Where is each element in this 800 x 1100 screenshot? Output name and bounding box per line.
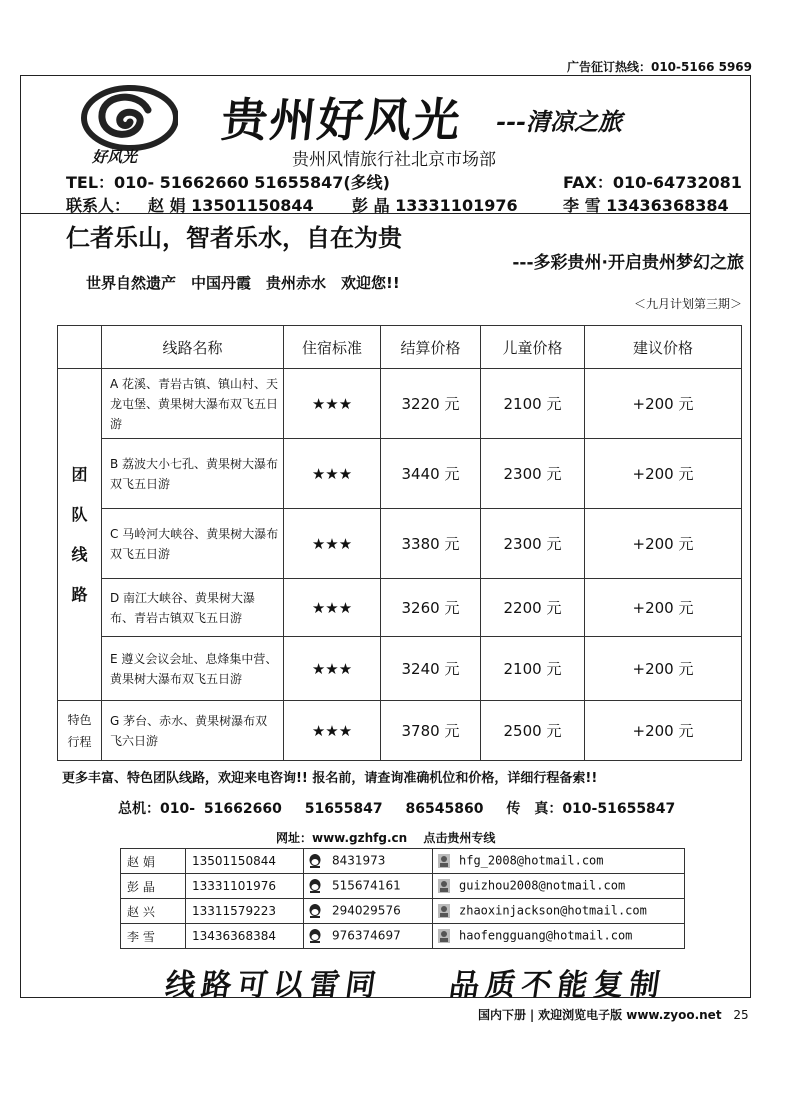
star-rating: ★★★: [284, 579, 381, 637]
star-rating: ★★★: [284, 637, 381, 701]
msn-icon: [437, 878, 451, 894]
contact-zhao: 赵 娟 13501150844: [148, 196, 314, 215]
route-name: G 茅台、赤水、黄果树瀑布双飞六日游: [102, 701, 284, 761]
motto-left: 线路可以雷同: [163, 968, 384, 1003]
route-name: B 荔波大小七孔、黄果树大瀑布双飞五日游: [102, 439, 284, 509]
qq-icon: [308, 928, 322, 944]
page-number: 25: [733, 1008, 749, 1022]
contact-row: [121, 874, 685, 899]
suggest-price: +200 元: [585, 439, 742, 509]
contact-email: hfg_2008@hotmail.com: [459, 853, 604, 868]
contact-phone: 13311579223: [186, 899, 304, 924]
contact-qq: 8431973: [332, 853, 386, 868]
contact-table: [120, 848, 685, 949]
child-price: 2100 元: [481, 637, 585, 701]
suggest-price: +200 元: [585, 701, 742, 761]
slogan-sub: ---多彩贵州·开启贵州梦幻之旅: [512, 253, 744, 273]
slogan: 仁者乐山，智者乐水，自在为贵: [66, 224, 402, 252]
contact-phone: 13331101976: [186, 874, 304, 899]
contact-qq: 294029576: [332, 903, 401, 918]
suggest-price: +200 元: [585, 637, 742, 701]
brand-title: 贵州好风光: [218, 93, 465, 147]
contact-row: [121, 924, 685, 949]
star-rating: ★★★: [284, 509, 381, 579]
contact-email: guizhou2008@notmail.com: [459, 878, 626, 893]
contact-name: 赵 兴: [121, 899, 186, 924]
contact-qq: 976374697: [332, 928, 401, 943]
table-row: [58, 637, 742, 701]
contact-label: 联系人：: [66, 196, 131, 215]
contact-name: 赵 娟: [121, 849, 186, 874]
msn-icon: [437, 928, 451, 944]
more-info: 更多丰富、特色团队线路，欢迎来电咨询!! 报名前，请查询准确机位和价格，详细行程备索!!: [62, 771, 598, 786]
route-name: D 南江大峡谷、黄果树大瀑布、青岩古镇双飞五日游: [102, 579, 284, 637]
footer-text: 欢迎浏览电子版 www.zyoo.net: [538, 1008, 722, 1022]
settle-price: 3220 元: [381, 369, 481, 439]
contact-phone: 13436368384: [186, 924, 304, 949]
contact-name: 彭 晶: [121, 874, 186, 899]
route-price-table: [57, 325, 742, 761]
table-row: [58, 439, 742, 509]
qq-icon: [308, 853, 322, 869]
settle-price: 3380 元: [381, 509, 481, 579]
col-header: 线路名称: [102, 326, 284, 369]
contact-peng: 彭 晶 13331101976: [352, 196, 518, 215]
contact-li: 李 雪 13436368384: [563, 196, 729, 215]
child-price: 2300 元: [481, 509, 585, 579]
col-header: 建议价格: [585, 326, 742, 369]
logo-text: 好风光: [92, 148, 138, 166]
table-row: [58, 369, 742, 439]
route-name: A 花溪、青岩古镇、镇山村、天龙屯堡、黄果树大瀑布双飞五日游: [102, 369, 284, 439]
website-line: 网址：www.gzhfg.cn 点击贵州专线: [276, 831, 496, 845]
qq-icon: [308, 878, 322, 894]
star-rating: ★★★: [284, 439, 381, 509]
fax-line: FAX：010-64732081: [563, 173, 742, 192]
child-price: 2100 元: [481, 369, 585, 439]
company-name: 贵州风情旅行社北京市场部: [292, 150, 496, 170]
star-rating: ★★★: [284, 701, 381, 761]
contact-qq: 515674161: [332, 878, 401, 893]
msn-icon: [437, 903, 451, 919]
qq-icon: [308, 903, 322, 919]
route-name: C 马岭河大峡谷、黄果树大瀑布双飞五日游: [102, 509, 284, 579]
settle-price: 3780 元: [381, 701, 481, 761]
intro-line: 世界自然遗产 中国丹霞 贵州赤水 欢迎您!!: [86, 274, 400, 292]
route-name: E 遵义会议会址、息烽集中营、黄果树大瀑布双飞五日游: [102, 637, 284, 701]
footer-separator: |: [529, 1008, 535, 1022]
child-price: 2500 元: [481, 701, 585, 761]
contact-name: 李 雪: [121, 924, 186, 949]
brand-subtitle: ---清凉之旅: [496, 107, 622, 136]
contact-phone: 13501150844: [186, 849, 304, 874]
special-label: 特色 行程: [58, 701, 102, 761]
child-price: 2300 元: [481, 439, 585, 509]
ad-hotline: 广告征订热线：010-5166 5969: [566, 60, 752, 74]
suggest-price: +200 元: [585, 579, 742, 637]
page-footer: [478, 1006, 749, 1023]
table-corner: [58, 326, 102, 369]
table-row: [58, 509, 742, 579]
group-label: 团 队 线 路: [58, 369, 102, 701]
suggest-price: +200 元: [585, 369, 742, 439]
tel-line: TEL：010- 51662660 51655847(多线): [66, 173, 390, 192]
table-row: [58, 579, 742, 637]
col-header: 儿童价格: [481, 326, 585, 369]
hq-phone-line: 总机：010- 51662660 51655847 86545860 传 真：010-51655847: [118, 801, 676, 817]
col-header: 住宿标准: [284, 326, 381, 369]
settle-price: 3260 元: [381, 579, 481, 637]
settle-price: 3440 元: [381, 439, 481, 509]
table-header-row: [58, 326, 742, 369]
contact-row: [121, 899, 685, 924]
motto-right: 品质不能复制: [447, 968, 668, 1003]
footer-section: 国内下册: [478, 1008, 527, 1022]
msn-icon: [437, 853, 451, 869]
col-header: 结算价格: [381, 326, 481, 369]
suggest-price: +200 元: [585, 509, 742, 579]
child-price: 2200 元: [481, 579, 585, 637]
settle-price: 3240 元: [381, 637, 481, 701]
contact-email: haofengguang@hotmail.com: [459, 928, 633, 943]
star-rating: ★★★: [284, 369, 381, 439]
contact-row: [121, 849, 685, 874]
table-row: [58, 701, 742, 761]
plan-note: ＜九月计划第三期＞: [633, 297, 742, 311]
contact-email: zhaoxinjackson@hotmail.com: [459, 903, 647, 918]
